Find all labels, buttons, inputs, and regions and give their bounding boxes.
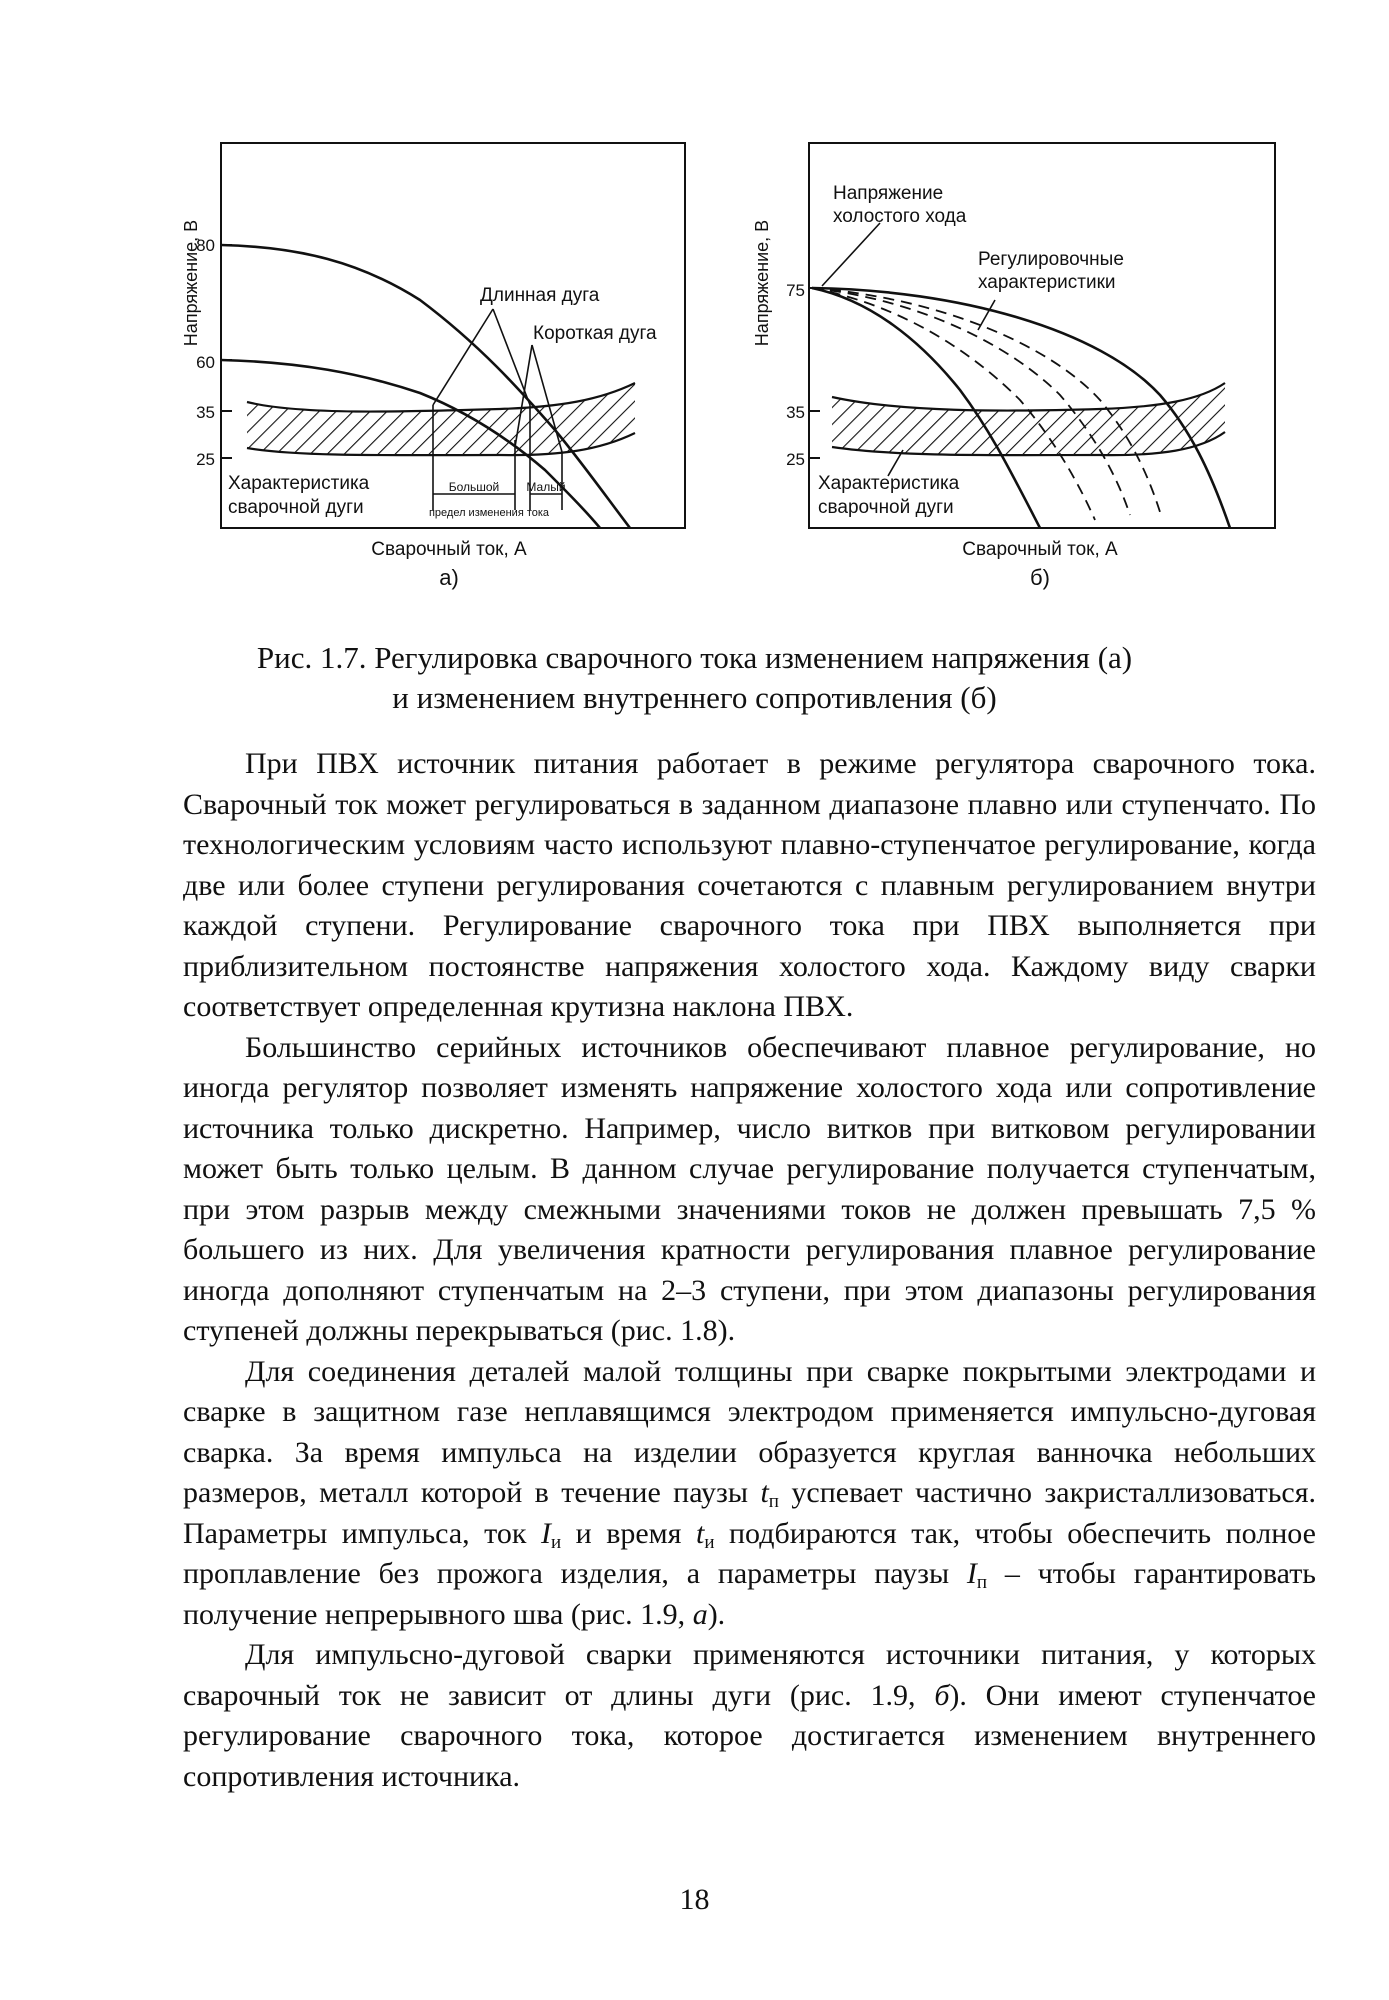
tick-35-b: 35	[786, 403, 805, 422]
paragraph-2: Большинство серийных источников обеспечивают плавное регулирование, но иногда регулятор позволяет изменять напряжение холостого хода или сопротивление источника только дискретно. Например, число витков при витковом регулировании может быть только целым. В данном случае регулирование получается ступенчатым, при этом разрыв между смежными значениями токов не должен превышать 7,5 % большего из них. Для увеличения кратности регулирования плавное регулирование иногда дополняют ступенчатым на 2–3 ступени, при этом диапазоны регулирования ступеней должны перекрываться (рис. 1.8).	[183, 1030, 1316, 1347]
panel-a	[181, 143, 685, 590]
ocv-label-line1: Напряжение	[833, 183, 944, 204]
tick-35: 35	[196, 403, 215, 422]
figure-caption	[200, 638, 1189, 718]
paragraph-4: Для импульсно-дуговой сварки применяются источники питания, у которых сварочный ток не зависит от длины дуги (рис. 1.9, б). Они имеют ступенчатое регулирование сварочного тока, которое достигается изменением внутреннего сопротивления источника.	[183, 1638, 1316, 1793]
panel-b-ylabel: Напряжение, В	[752, 219, 772, 347]
long-arc-label: Длинная дуга	[480, 285, 600, 306]
panel-a-label: а)	[439, 565, 459, 590]
tick-80: 80	[196, 236, 215, 255]
panel-a-xlabel: Сварочный ток, А	[371, 539, 527, 560]
caption-line-1: Рис. 1.7. Регулировка сварочного тока изменением напряжения (а)	[256, 640, 1133, 675]
ocv-label-line2: холостого хода	[833, 206, 967, 227]
arc-characteristic-band-b	[832, 383, 1225, 455]
paragraph-3: Для соединения деталей малой толщины при сварке покрытыми электродами и сварке в защитном газе неплавящимся электродом применяется импульсно-дуговая сварка. За время импульса на изделии образуется круглая ванночка небольших размеров, металл которой в течение паузы $t_п$ успевает частично закристаллизоваться. Параметры импульса, ток $I_и$ и время $t_и$ подбираются так, чтобы обеспечить полное проплавление без прожога изделия, а параметры паузы $I_п$ – чтобы гарантировать получение непрерывного шва (рис. 1.9, а).	[183, 1354, 1316, 1631]
tick-25: 25	[196, 450, 215, 469]
arc-characteristic-b-label-line2: сварочной дуги	[818, 497, 954, 518]
page-number: 18	[679, 1883, 710, 1916]
panel-b-xlabel: Сварочный ток, А	[962, 539, 1118, 560]
arc-characteristic-b-label-line1: Характеристика	[818, 473, 960, 494]
body-text	[183, 744, 1316, 1797]
reg-label-line2: характеристики	[978, 272, 1116, 293]
big-range-label: Большой	[448, 480, 500, 494]
arc-characteristic-label-line1: Характеристика	[228, 473, 370, 494]
caption-line-2: и изменением внутреннего сопротивления (б)	[392, 680, 997, 715]
paragraph-1: При ПВХ источник питания работает в режиме регулятора сварочного тока. Сварочный ток может регулироваться в заданном диапазоне плавно или ступенчато. По технологическим условиям часто используют плавно-ступенчатое регулирование, когда две или более ступени регулирования сочетаются с плавным регулированием внутри каждой ступени. Регулирование сварочного тока при ПВХ выполняется при приблизительном постоянстве напряжения холостого хода. Каждому виду сварки соответствует определенная крутизна наклона ПВХ.	[183, 747, 1316, 1023]
tick-25-b: 25	[786, 450, 805, 469]
small-range-label: Малый	[526, 480, 566, 494]
arc-characteristic-band-a	[247, 383, 635, 455]
short-arc-label: Короткая дуга	[533, 323, 657, 344]
reg-label-line1: Регулировочные	[978, 249, 1124, 270]
panel-b	[752, 143, 1275, 590]
tick-60: 60	[196, 353, 215, 372]
panel-b-label: б)	[1030, 565, 1050, 590]
panel-a-ylabel: Напряжение, В	[181, 219, 201, 347]
tick-75: 75	[786, 281, 805, 300]
range-caption: предел изменения тока	[428, 507, 550, 519]
arc-characteristic-label-line2: сварочной дуги	[228, 497, 364, 518]
figure-1-7	[0, 0, 1389, 640]
